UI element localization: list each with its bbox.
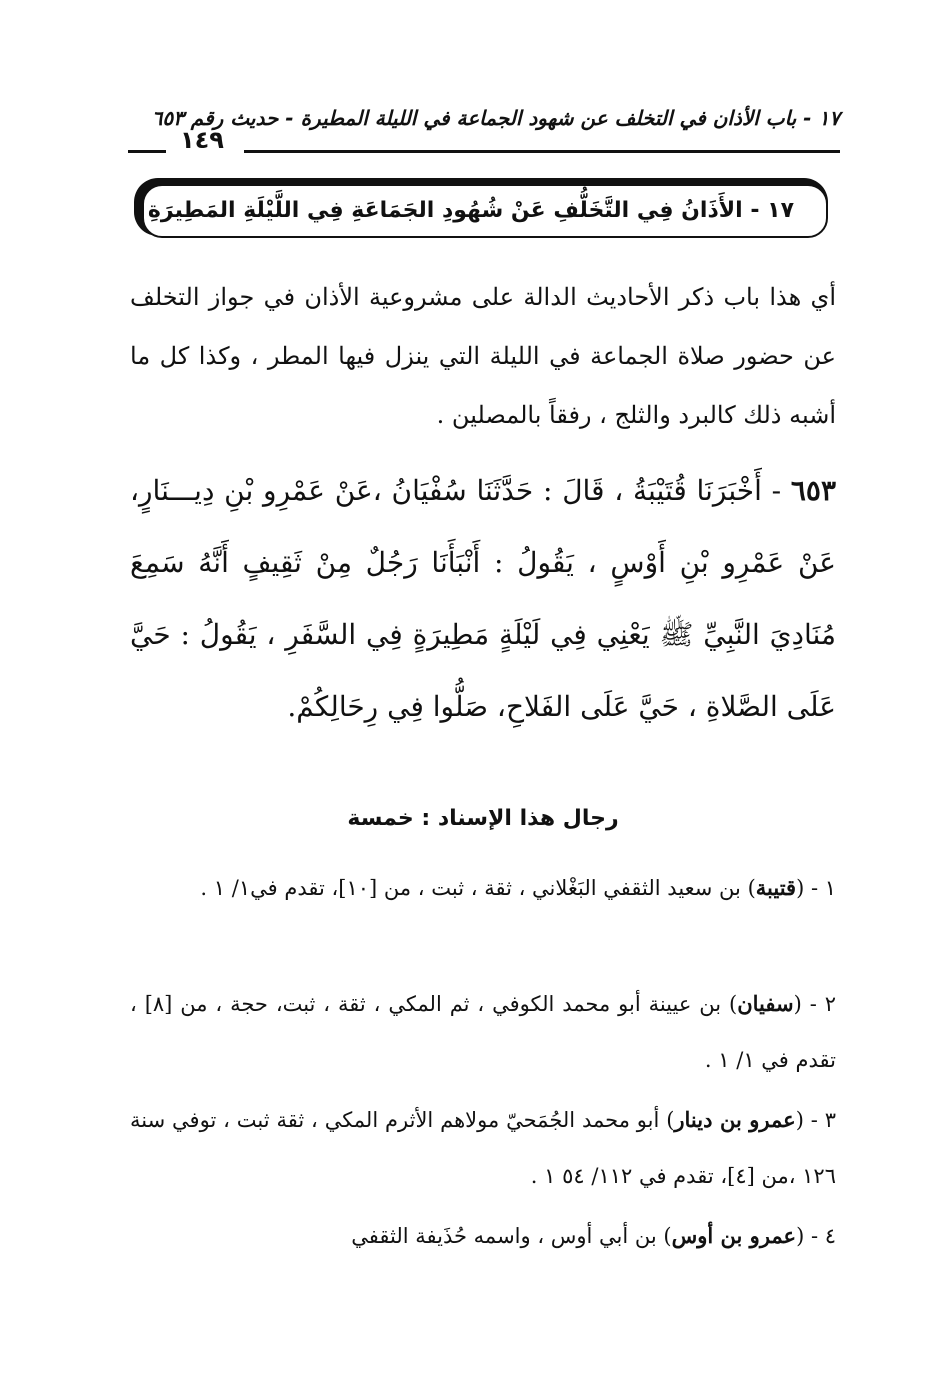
- narrator-item: [130, 860, 836, 976]
- narrator-index: ٤ - (: [796, 1224, 836, 1248]
- narrator-text: ) أبو محمد الجُمَحيّ مولاهم الأثرم المكي ، ثقة ثبت ، توفي سنة ١٢٦ ،من [٤]، تقدم في ١١٢/ ٥٤ ١ .: [130, 1108, 836, 1188]
- running-header: [128, 106, 840, 158]
- hadith-number: ٦٥٣: [790, 474, 836, 507]
- narrator-name: سفيان: [737, 991, 794, 1016]
- header-rule-left: [128, 150, 166, 153]
- narrators-list: [130, 860, 836, 1264]
- narrator-item: [130, 976, 836, 1092]
- hadith-paragraph: [130, 455, 836, 743]
- narrator-index: ٢ - (: [793, 992, 837, 1016]
- narrator-name: عمرو بن أوس: [671, 1223, 797, 1248]
- intro-text: أي هذا باب ذكر الأحاديث الدالة على مشروعية الأذان في جواز التخلف عن حضور صلاة الجماعة في الليلة التي ينزل فيها المطر ، وكذا كل ما أشبه ذلك كالبرد والثلج ، رفقاً بالمصلين .: [130, 283, 836, 429]
- chapter-title: ١٧ - الأَذَانُ فِي التَّخَلُّفِ عَنْ شُهُودِ الجَمَاعَةِ فِي اللَّيْلَةِ المَطِيرَةِ: [147, 198, 794, 223]
- intro-paragraph: [130, 268, 836, 445]
- narrator-name: قتيبة: [755, 875, 797, 900]
- hadith-text: - أَخْبَرَنَا قُتَيْبَةُ ، قَالَ : حَدَّثَنَا سُفْيَانُ ،عَنْ عَمْرِو بْنِ دِيـــنَارٍ، عَنْ عَمْرِو بْنِ أَوْسٍ ، يَقُولُ : أَنْبَأَنَا رَجُلٌ مِنْ ثَقِيفٍ أَنَّهُ سَمِعَ مُنَادِيَ النَّبِيِّ ﷺ يَعْنِي فِي لَيْلَةٍ مَطِيرَةٍ فِي السَّفَرِ ، يَقُولُ : حَيَّ عَلَى الصَّلاةِ ، حَيَّ عَلَى الفَلاحِ، صَلُّوا فِي رِحَالِكُمْ.: [130, 474, 836, 723]
- chapter-box-frame: [142, 184, 828, 238]
- narrator-text: ) بن سعيد الثقفي البَغْلاني ، ثقة ، ثبت ، من [١٠]، تقدم في١/ ١ .: [200, 876, 756, 900]
- narrator-index: ٣ - (: [795, 1108, 836, 1132]
- narrator-item: [130, 1092, 836, 1208]
- chapter-title-box: [134, 178, 834, 242]
- narrator-text: ) بن عيينة أبو محمد الكوفي ، ثم المكي ، ثقة ، ثبت، حجة ، من [٨] ، تقدم في ١/ ١ .: [130, 992, 836, 1072]
- narrator-item: [130, 1208, 836, 1264]
- narrator-name: عمرو بن دينار: [674, 1107, 796, 1132]
- page-number: ١٤٩: [180, 126, 224, 154]
- narrator-index: ١ - (: [796, 876, 836, 900]
- narrator-text: ) بن أبي أوس ، واسمه حُذَيفة الثقفي: [351, 1224, 672, 1248]
- section-heading: رجال هذا الإسناد : خمسة: [347, 806, 619, 831]
- header-rule: [244, 150, 840, 153]
- running-title: ١٧ - باب الأذان في التخلف عن شهود الجماعة في الليلة المطيرة - حديث رقم ٦٥٣: [151, 106, 840, 130]
